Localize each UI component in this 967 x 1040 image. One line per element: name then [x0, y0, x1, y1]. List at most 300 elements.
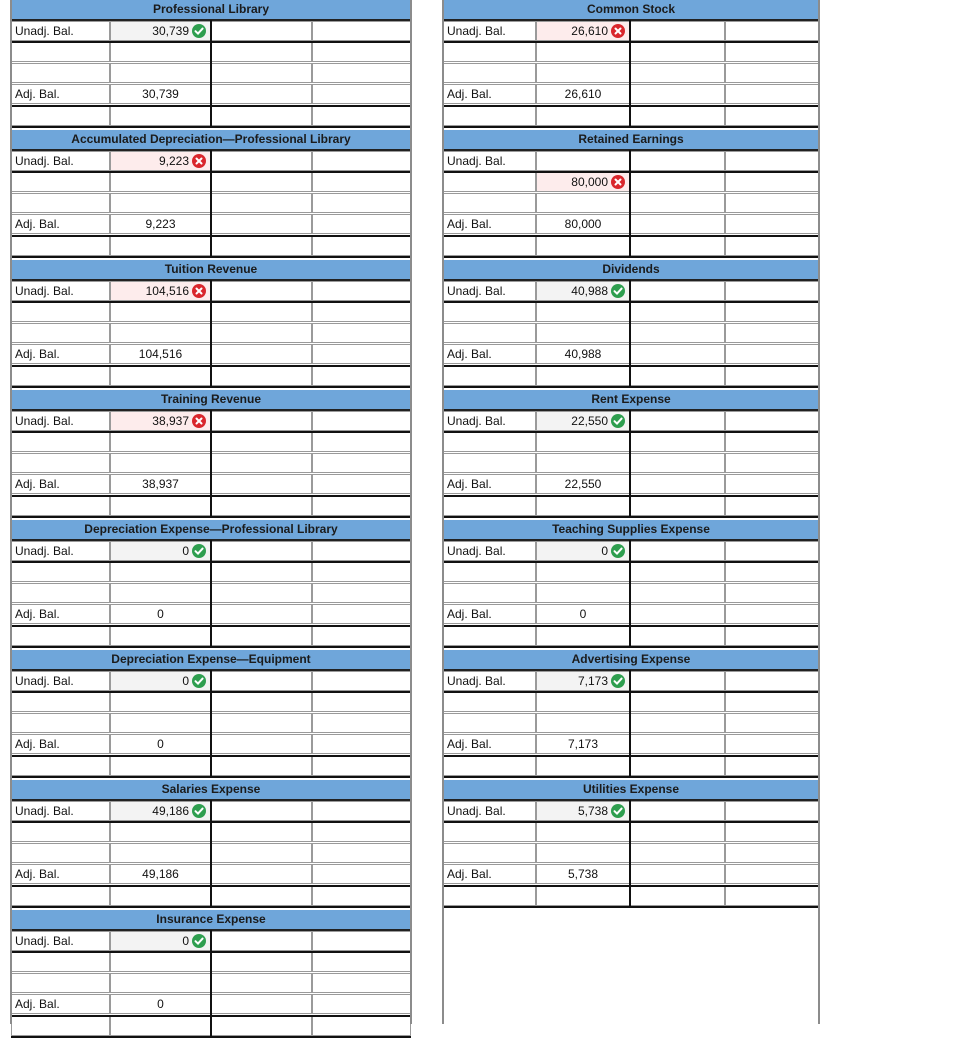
ledger-row: [443, 843, 819, 863]
debit-input[interactable]: [536, 604, 630, 624]
debit-input[interactable]: [110, 843, 211, 863]
credit-input[interactable]: [725, 474, 819, 494]
ledger-row: [443, 42, 819, 62]
debit-input[interactable]: [110, 756, 211, 776]
row-label: [443, 886, 536, 906]
credit-input[interactable]: [725, 864, 819, 884]
debit-input[interactable]: [110, 302, 211, 322]
credit-input[interactable]: [211, 692, 312, 712]
row-label: [443, 692, 536, 712]
credit-input[interactable]: [725, 281, 819, 301]
credit-input[interactable]: [312, 734, 411, 754]
debit-input[interactable]: [536, 886, 630, 906]
debit-input[interactable]: [110, 583, 211, 603]
credit-input[interactable]: [211, 583, 312, 603]
credit-input[interactable]: [725, 323, 819, 343]
debit-input[interactable]: [536, 344, 630, 364]
t-account-center-rule: [210, 670, 212, 776]
credit-input[interactable]: [211, 63, 312, 83]
debit-input[interactable]: [110, 626, 211, 646]
debit-input[interactable]: [110, 822, 211, 842]
credit-input[interactable]: [312, 453, 411, 473]
debit-input[interactable]: [536, 151, 630, 171]
t-account-header: [443, 260, 819, 281]
debit-input[interactable]: [536, 822, 630, 842]
credit-input[interactable]: [630, 583, 725, 603]
credit-input[interactable]: [312, 801, 411, 821]
check-icon: [611, 544, 625, 558]
debit-input[interactable]: [110, 474, 211, 494]
credit-input[interactable]: [312, 474, 411, 494]
credit-input[interactable]: [312, 843, 411, 863]
credit-input[interactable]: [725, 193, 819, 213]
credit-input[interactable]: [630, 432, 725, 452]
ledger-row: [443, 411, 819, 431]
credit-input[interactable]: [725, 302, 819, 322]
debit-input[interactable]: [110, 671, 211, 691]
debit-input[interactable]: [110, 886, 211, 906]
row-label: Adj. Bal.: [11, 474, 110, 494]
t-account-header: [11, 130, 411, 151]
t-account: [11, 260, 411, 390]
credit-input[interactable]: [630, 496, 725, 516]
credit-input[interactable]: [630, 822, 725, 842]
debit-input[interactable]: [536, 496, 630, 516]
credit-input[interactable]: [630, 562, 725, 582]
ledger-row: [443, 822, 819, 842]
check-icon: [611, 674, 625, 688]
debit-input[interactable]: [110, 366, 211, 386]
credit-input[interactable]: [211, 474, 312, 494]
debit-input[interactable]: [110, 864, 211, 884]
credit-input[interactable]: [312, 42, 411, 62]
ledger-rule: [443, 561, 819, 563]
row-label: Adj. Bal.: [11, 604, 110, 624]
debit-input[interactable]: [536, 63, 630, 83]
debit-input[interactable]: [536, 713, 630, 733]
debit-input[interactable]: [536, 756, 630, 776]
credit-input[interactable]: [312, 886, 411, 906]
credit-input[interactable]: [725, 562, 819, 582]
t-account: [11, 520, 411, 650]
credit-input[interactable]: [630, 172, 725, 192]
credit-input[interactable]: [211, 366, 312, 386]
ledger-rule: [443, 301, 819, 303]
debit-input[interactable]: [110, 344, 211, 364]
credit-input[interactable]: [312, 432, 411, 452]
credit-input[interactable]: [211, 713, 312, 733]
credit-input[interactable]: [725, 151, 819, 171]
credit-input[interactable]: [630, 42, 725, 62]
credit-input[interactable]: [630, 692, 725, 712]
credit-input[interactable]: [211, 214, 312, 234]
debit-input[interactable]: [110, 994, 211, 1014]
credit-input[interactable]: [312, 692, 411, 712]
error-x-icon: [192, 154, 206, 168]
credit-input[interactable]: [630, 756, 725, 776]
debit-input[interactable]: [536, 474, 630, 494]
debit-input[interactable]: [536, 281, 630, 301]
credit-input[interactable]: [312, 281, 411, 301]
credit-input[interactable]: [312, 151, 411, 171]
debit-input[interactable]: [110, 453, 211, 473]
ledger-row: [443, 474, 819, 494]
row-label: [11, 973, 110, 993]
credit-input[interactable]: [630, 236, 725, 256]
ledger-rule: [11, 776, 411, 778]
debit-input[interactable]: [110, 236, 211, 256]
ledger-row: [443, 734, 819, 754]
credit-input[interactable]: [312, 323, 411, 343]
credit-input[interactable]: [725, 734, 819, 754]
debit-input[interactable]: [536, 843, 630, 863]
credit-input[interactable]: [312, 931, 411, 951]
t-account-title: Dividends: [602, 262, 660, 276]
debit-input[interactable]: [110, 692, 211, 712]
t-account-title: Retained Earnings: [578, 132, 684, 146]
debit-input[interactable]: [536, 214, 630, 234]
credit-input[interactable]: [630, 106, 725, 126]
credit-input[interactable]: [211, 302, 312, 322]
credit-input[interactable]: [725, 21, 819, 41]
row-label: [11, 63, 110, 83]
t-account-center-rule: [210, 280, 212, 386]
ledger-rule: [443, 105, 819, 107]
debit-input[interactable]: [536, 21, 630, 41]
credit-input[interactable]: [630, 801, 725, 821]
credit-input[interactable]: [211, 734, 312, 754]
credit-input[interactable]: [630, 214, 725, 234]
t-account-center-rule: [629, 150, 631, 256]
row-label: [443, 822, 536, 842]
credit-input[interactable]: [312, 172, 411, 192]
credit-input[interactable]: [630, 626, 725, 646]
debit-input[interactable]: [536, 193, 630, 213]
credit-input[interactable]: [211, 106, 312, 126]
credit-input[interactable]: [211, 604, 312, 624]
credit-input[interactable]: [630, 151, 725, 171]
credit-input[interactable]: [312, 214, 411, 234]
debit-input[interactable]: [536, 84, 630, 104]
row-label: [443, 323, 536, 343]
ledger-rule: [443, 126, 819, 128]
credit-input[interactable]: [211, 281, 312, 301]
debit-input[interactable]: [536, 801, 630, 821]
credit-input[interactable]: [312, 496, 411, 516]
debit-input[interactable]: [110, 214, 211, 234]
credit-input[interactable]: [725, 366, 819, 386]
ledger-row: [443, 366, 819, 386]
check-icon: [192, 804, 206, 818]
ledger-rule: [11, 646, 411, 648]
credit-input[interactable]: [312, 756, 411, 776]
credit-input[interactable]: [630, 323, 725, 343]
credit-input[interactable]: [211, 323, 312, 343]
credit-input[interactable]: [630, 344, 725, 364]
row-label: [443, 713, 536, 733]
debit-input[interactable]: [536, 106, 630, 126]
credit-input[interactable]: [725, 411, 819, 431]
debit-input[interactable]: [536, 302, 630, 322]
credit-input[interactable]: [725, 604, 819, 624]
amount-value: 80,000: [571, 175, 608, 189]
row-label: Adj. Bal.: [11, 994, 110, 1014]
t-account-header: [11, 260, 411, 281]
credit-input[interactable]: [211, 756, 312, 776]
credit-input[interactable]: [312, 713, 411, 733]
credit-input[interactable]: [630, 713, 725, 733]
row-label: [11, 562, 110, 582]
credit-input[interactable]: [312, 106, 411, 126]
row-label: [11, 713, 110, 733]
credit-input[interactable]: [630, 366, 725, 386]
credit-input[interactable]: [725, 801, 819, 821]
debit-input[interactable]: [110, 84, 211, 104]
row-label: [11, 886, 110, 906]
credit-input[interactable]: [211, 562, 312, 582]
amount-value: 0: [157, 737, 164, 751]
credit-input[interactable]: [630, 734, 725, 754]
credit-input[interactable]: [630, 63, 725, 83]
row-label: [11, 453, 110, 473]
credit-input[interactable]: [312, 302, 411, 322]
t-account: [11, 390, 411, 520]
credit-input[interactable]: [725, 626, 819, 646]
credit-input[interactable]: [211, 496, 312, 516]
credit-input[interactable]: [312, 236, 411, 256]
credit-input[interactable]: [630, 864, 725, 884]
debit-input[interactable]: [536, 562, 630, 582]
credit-input[interactable]: [630, 541, 725, 561]
credit-input[interactable]: [211, 21, 312, 41]
credit-input[interactable]: [211, 42, 312, 62]
t-account-title: Tuition Revenue: [164, 262, 258, 276]
debit-input[interactable]: [110, 21, 211, 41]
amount-value: 5,738: [577, 804, 608, 818]
debit-input[interactable]: [110, 42, 211, 62]
credit-input[interactable]: [312, 864, 411, 884]
credit-input[interactable]: [211, 344, 312, 364]
credit-input[interactable]: [312, 604, 411, 624]
credit-input[interactable]: [725, 432, 819, 452]
check-icon: [192, 544, 206, 558]
ledger-rule: [443, 171, 819, 173]
credit-input[interactable]: [211, 822, 312, 842]
credit-input[interactable]: [211, 886, 312, 906]
t-account-center-rule: [210, 20, 212, 126]
debit-input[interactable]: [110, 172, 211, 192]
credit-input[interactable]: [211, 973, 312, 993]
t-account-center-rule: [210, 540, 212, 646]
ledger-rule: [443, 646, 819, 648]
credit-input[interactable]: [725, 843, 819, 863]
ledger-rule: [443, 365, 819, 367]
credit-input[interactable]: [211, 236, 312, 256]
debit-input[interactable]: [110, 281, 211, 301]
debit-input[interactable]: [110, 562, 211, 582]
credit-input[interactable]: [211, 432, 312, 452]
credit-input[interactable]: [211, 994, 312, 1014]
credit-input[interactable]: [725, 42, 819, 62]
debit-input[interactable]: [110, 496, 211, 516]
credit-input[interactable]: [312, 84, 411, 104]
debit-input[interactable]: [110, 952, 211, 972]
ledger-row: [443, 864, 819, 884]
row-label: Adj. Bal.: [443, 84, 536, 104]
ledger-rule: [443, 691, 819, 693]
credit-input[interactable]: [630, 411, 725, 431]
credit-input[interactable]: [630, 474, 725, 494]
row-label: Adj. Bal.: [11, 734, 110, 754]
row-label: Adj. Bal.: [11, 344, 110, 364]
credit-input[interactable]: [630, 281, 725, 301]
debit-input[interactable]: [536, 583, 630, 603]
credit-input[interactable]: [211, 172, 312, 192]
amount-value: 0: [601, 544, 608, 558]
credit-input[interactable]: [725, 496, 819, 516]
debit-input[interactable]: [536, 432, 630, 452]
t-account-center-rule: [210, 410, 212, 516]
credit-input[interactable]: [211, 626, 312, 646]
credit-input[interactable]: [312, 193, 411, 213]
credit-input[interactable]: [312, 1016, 411, 1036]
ledger-rule: [443, 235, 819, 237]
debit-input[interactable]: [110, 106, 211, 126]
amount-value: 7,173: [577, 674, 608, 688]
credit-input[interactable]: [630, 671, 725, 691]
debit-input[interactable]: [536, 864, 630, 884]
credit-input[interactable]: [630, 604, 725, 624]
debit-input[interactable]: [110, 63, 211, 83]
credit-input[interactable]: [725, 106, 819, 126]
debit-input[interactable]: [536, 541, 630, 561]
credit-input[interactable]: [725, 236, 819, 256]
credit-input[interactable]: [312, 366, 411, 386]
error-x-icon: [611, 175, 625, 189]
debit-input[interactable]: [110, 734, 211, 754]
debit-input[interactable]: [536, 172, 630, 192]
credit-input[interactable]: [630, 21, 725, 41]
debit-input[interactable]: [536, 692, 630, 712]
credit-input[interactable]: [312, 994, 411, 1014]
credit-input[interactable]: [312, 63, 411, 83]
t-account-header: [443, 390, 819, 411]
credit-input[interactable]: [725, 453, 819, 473]
credit-input[interactable]: [630, 193, 725, 213]
debit-input[interactable]: [536, 734, 630, 754]
credit-input[interactable]: [725, 214, 819, 234]
debit-input[interactable]: [536, 366, 630, 386]
credit-input[interactable]: [630, 84, 725, 104]
credit-input[interactable]: [312, 541, 411, 561]
row-label: [11, 952, 110, 972]
credit-input[interactable]: [312, 952, 411, 972]
debit-input[interactable]: [110, 1016, 211, 1036]
credit-input[interactable]: [725, 583, 819, 603]
debit-input[interactable]: [110, 411, 211, 431]
credit-input[interactable]: [312, 626, 411, 646]
credit-input[interactable]: [725, 713, 819, 733]
credit-input[interactable]: [725, 84, 819, 104]
credit-input[interactable]: [630, 886, 725, 906]
debit-input[interactable]: [536, 411, 630, 431]
credit-input[interactable]: [211, 843, 312, 863]
credit-input[interactable]: [725, 172, 819, 192]
credit-input[interactable]: [630, 302, 725, 322]
credit-input[interactable]: [725, 822, 819, 842]
credit-input[interactable]: [211, 541, 312, 561]
row-label: Adj. Bal.: [11, 864, 110, 884]
credit-input[interactable]: [630, 453, 725, 473]
debit-input[interactable]: [536, 236, 630, 256]
credit-input[interactable]: [312, 562, 411, 582]
credit-input[interactable]: [312, 411, 411, 431]
debit-input[interactable]: [110, 801, 211, 821]
credit-input[interactable]: [725, 886, 819, 906]
credit-input[interactable]: [211, 1016, 312, 1036]
credit-input[interactable]: [211, 671, 312, 691]
debit-input[interactable]: [536, 42, 630, 62]
check-icon: [192, 674, 206, 688]
debit-input[interactable]: [536, 453, 630, 473]
t-account-title: Professional Library: [152, 2, 270, 16]
t-account-title: Training Revenue: [160, 392, 262, 406]
credit-input[interactable]: [211, 193, 312, 213]
ledger-row: [443, 214, 819, 234]
row-label: [443, 562, 536, 582]
credit-input[interactable]: [312, 21, 411, 41]
t-account-header: [11, 390, 411, 411]
debit-input[interactable]: [110, 323, 211, 343]
credit-input[interactable]: [211, 864, 312, 884]
debit-input[interactable]: [110, 931, 211, 951]
credit-input[interactable]: [630, 843, 725, 863]
credit-input[interactable]: [211, 931, 312, 951]
credit-input[interactable]: [211, 453, 312, 473]
credit-input[interactable]: [312, 671, 411, 691]
t-account-title: Insurance Expense: [156, 912, 266, 926]
credit-input[interactable]: [725, 63, 819, 83]
debit-input[interactable]: [110, 604, 211, 624]
row-label: [443, 366, 536, 386]
credit-input[interactable]: [211, 952, 312, 972]
credit-input[interactable]: [725, 756, 819, 776]
debit-input[interactable]: [110, 541, 211, 561]
debit-input[interactable]: [536, 671, 630, 691]
error-x-icon: [611, 24, 625, 38]
credit-input[interactable]: [211, 151, 312, 171]
debit-input[interactable]: [110, 151, 211, 171]
credit-input[interactable]: [211, 84, 312, 104]
credit-input[interactable]: [725, 671, 819, 691]
credit-input[interactable]: [312, 822, 411, 842]
debit-input[interactable]: [110, 973, 211, 993]
credit-input[interactable]: [312, 344, 411, 364]
debit-input[interactable]: [536, 626, 630, 646]
debit-input[interactable]: [536, 323, 630, 343]
amount-value: 0: [579, 607, 587, 621]
credit-input[interactable]: [725, 344, 819, 364]
debit-input[interactable]: [110, 713, 211, 733]
credit-input[interactable]: [211, 411, 312, 431]
credit-input[interactable]: [312, 583, 411, 603]
debit-input[interactable]: [110, 432, 211, 452]
credit-input[interactable]: [725, 541, 819, 561]
credit-input[interactable]: [725, 692, 819, 712]
credit-input[interactable]: [211, 801, 312, 821]
debit-input[interactable]: [110, 193, 211, 213]
credit-input[interactable]: [312, 973, 411, 993]
